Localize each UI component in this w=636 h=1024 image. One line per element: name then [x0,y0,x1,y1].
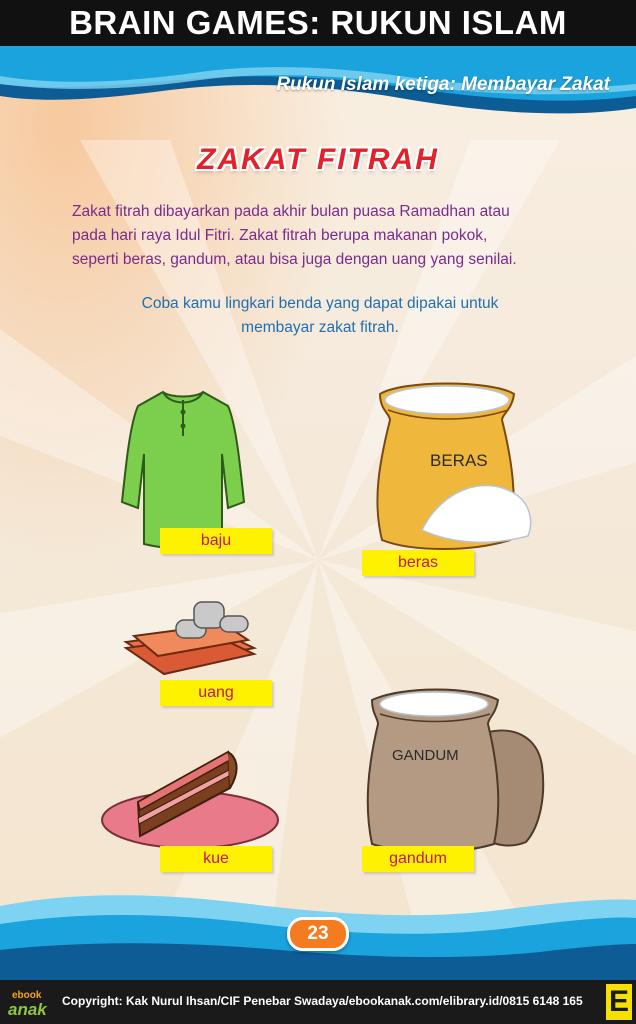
item-label-baju[interactable]: baju [160,528,272,554]
instruction-line: Coba kamu lingkari benda yang dapat dipakai untuk [141,295,499,312]
instruction-text [80,292,560,340]
instruction-line: membayar zakat fitrah. [241,319,399,336]
paragraph-line: Zakat fitrah dibayarkan pada akhir bulan puasa Ramadhan atau [72,203,510,220]
section-heading: ZAKAT FITRAH [197,143,439,176]
sack-text-gandum: GANDUM [392,747,459,764]
logo-text-bottom: anak [8,1000,47,1019]
money-icon[interactable] [120,596,260,680]
item-label-beras[interactable]: beras [362,550,474,576]
copyright-text: Copyright: Kak Nurul Ihsan/CIF Penebar Swadaya/ebookanak.com/elibrary.id/0815 6148 165 [62,994,583,1008]
description-paragraph [72,200,592,272]
logo-text-top: ebook [12,990,42,1001]
rice-sack-icon[interactable] [362,380,534,556]
footer-bar [0,980,636,1024]
sack-text-beras: BERAS [430,451,488,470]
elibrary-badge: E [606,984,632,1020]
paragraph-line: seperti beras, gandum, atau bisa juga dengan uang yang senilai. [72,251,517,268]
page-subtitle: Rukun Islam ketiga: Membayar Zakat [276,74,610,95]
item-label-gandum[interactable]: gandum [362,846,474,872]
paragraph-line: pada hari raya Idul Fitri. Zakat fitrah berupa makanan pokok, [72,227,488,244]
item-label-kue[interactable]: kue [160,846,272,872]
cake-icon[interactable] [98,742,282,852]
item-label-uang[interactable]: uang [160,680,272,706]
page-title: BRAIN GAMES: RUKUN ISLAM [0,0,636,46]
page-number: 23 [287,917,349,951]
wheat-sack-icon[interactable] [362,686,546,852]
